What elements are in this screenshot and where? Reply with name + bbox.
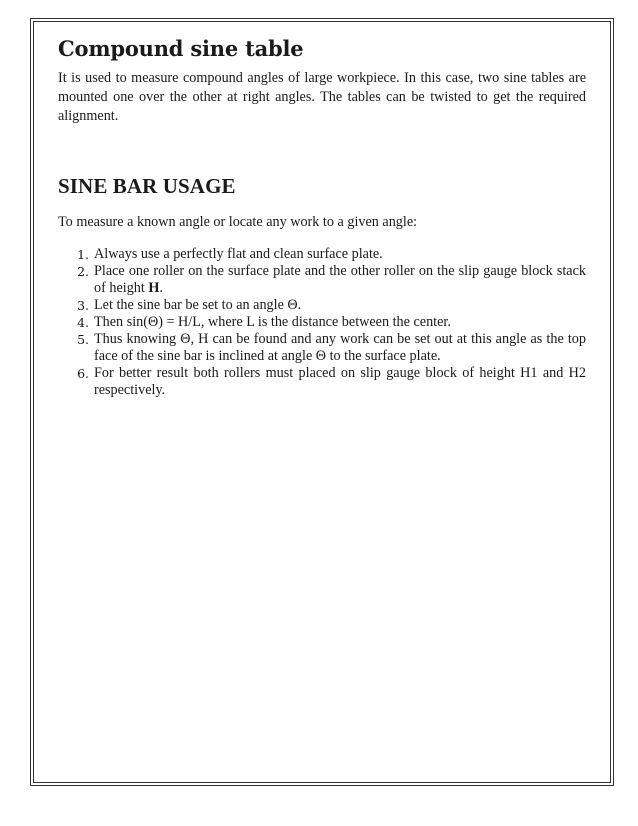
list-item-text: For better result both rollers must placed on slip gauge block of height H1 and H2 respectively.: [94, 365, 586, 398]
list-item-text: Let the sine bar be set to an angle Θ.: [94, 297, 302, 313]
list-item-text-part: Place one roller on the surface plate and the other roller on the slip gauge block stack of height: [94, 263, 586, 296]
list-item-number: 1.: [77, 247, 89, 262]
list-item-number: 5.: [77, 332, 89, 347]
list-item-number: 6.: [77, 366, 89, 381]
compound-sine-table-paragraph: It is used to measure compound angles of large workpiece. In this case, two sine tables are mounted one over the other at right angles. The tables can be twisted to get the required alignment.: [58, 70, 586, 124]
list-item-text-part: .: [159, 280, 163, 296]
list-item-number: 3.: [77, 298, 89, 313]
list-item-text: Always use a perfectly flat and clean surface plate.: [94, 246, 383, 262]
list-item-bold-text: H: [148, 280, 160, 296]
document-content: [58, 36, 586, 399]
list-item-number: 4.: [77, 315, 89, 330]
list-item-text: Thus knowing Θ, H can be found and any work can be set out at this angle as the top face of the sine bar is inclined at angle Θ to the surface plate.: [94, 331, 586, 364]
list-item: [58, 331, 586, 365]
list-item: [58, 365, 586, 399]
list-item-number: 2.: [77, 264, 89, 279]
list-item: [58, 314, 586, 331]
sine-bar-steps-list: [58, 246, 586, 399]
list-item: [58, 263, 586, 297]
compound-sine-table-heading: Compound sine table: [58, 36, 304, 61]
list-item: [58, 246, 586, 263]
list-item-text: [94, 263, 586, 297]
sine-bar-usage-heading: SINE BAR USAGE: [58, 174, 236, 198]
list-item-text: Then sin(Θ) = H/L, where L is the distance between the center.: [94, 314, 451, 330]
list-item: [58, 297, 586, 314]
sine-bar-usage-intro: To measure a known angle or locate any work to a given angle:: [58, 214, 418, 230]
